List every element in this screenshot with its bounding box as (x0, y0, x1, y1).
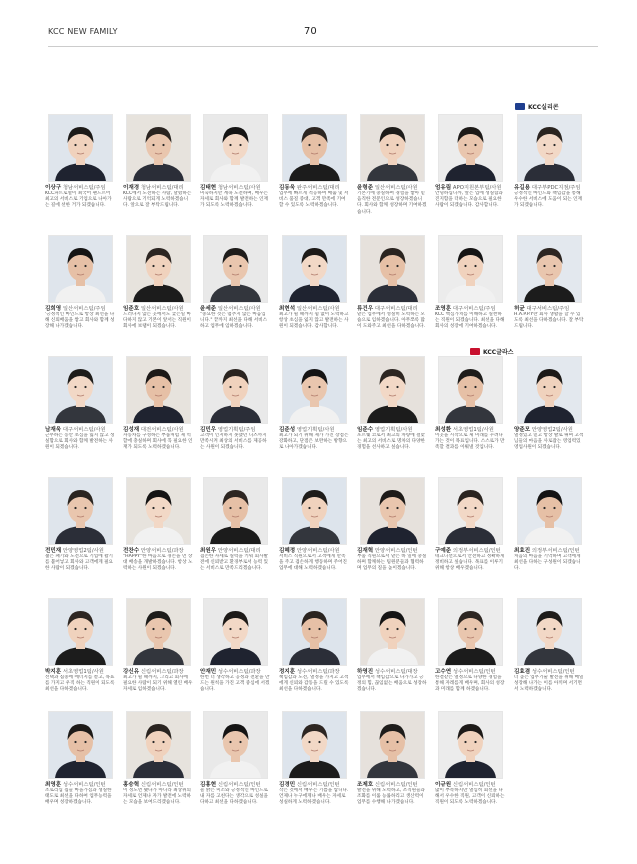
staff-name-line (279, 183, 355, 191)
person-portrait-icon (203, 356, 268, 424)
staff-message: 최고가 될 때까지 쉼 없이 노력하고 항상 초심을 잃지 않고 발전하는 사원이 되겠습니다. 감사합니다. (279, 312, 349, 330)
staff-department: 안양영업2팀/사원 (531, 427, 573, 433)
staff-name: 고수연 (435, 669, 452, 675)
staff-card (357, 598, 427, 706)
staff-card (357, 235, 427, 343)
staff-message: KCC 핵심가치를 이해하고 실천하는 직원이 되겠습니다. 최선을 다해 회사의 성장에 기여하겠습니다. (435, 312, 505, 330)
staff-name-line (357, 304, 433, 312)
staff-name-line (357, 780, 433, 788)
staff-department: 안양영업2팀/사원 (62, 548, 104, 554)
staff-name: 하영진 (357, 669, 374, 675)
staff-card (279, 598, 349, 706)
staff-name: 조제호 (357, 782, 374, 788)
staff-department: 성수서비스팀/과장 (296, 669, 340, 675)
series-title: KCC NEW FAMILY (48, 27, 118, 36)
person-portrait-icon (360, 477, 425, 545)
staff-name: 강신유 (123, 669, 140, 675)
staff-message: '긍정적인 마인드로 항상 최선을 다해 신뢰배움을 쌓고 회사와 함께 성장해 나가겠습니다. (45, 312, 115, 330)
staff-message: 늘 밝은 미소와 긍정적인 마인드로 내 자를 고친다는 생각으로 성실을 다하고 최선을 다하겠습니다. (200, 788, 268, 806)
staff-name-line (45, 546, 121, 554)
staff-message: 젊은 패기와 도전으로 기업에 활기를 불어넣고 회사와 고객에게 필요한 사람이 되겠습니다. (45, 554, 113, 572)
person-portrait-icon (517, 598, 582, 666)
staff-name-line (200, 425, 276, 433)
staff-message: 선택과 집중에 에너지를 쏟고, 목표를 가지고 우직 하는 직원이 되도록 최선을 다하겠습니다. (45, 675, 115, 693)
staff-name: 전민재 (45, 548, 62, 554)
person-portrait-icon (282, 598, 347, 666)
staff-name-line (45, 304, 121, 312)
staff-department: 신림서비스팀/인턴 (140, 782, 184, 788)
logo-mark-icon (470, 348, 480, 355)
staff-department: 안양서비스팀/인턴 (374, 548, 418, 554)
staff-message: 고객이 인지하지 못했던 니즈까지 만족시켜 최상의 서비스를 제공하는 사원이 되겠습니다. (200, 433, 267, 451)
staff-department: 안양서비스팀/대리 (217, 548, 261, 554)
staff-name: 남재욱 (45, 427, 62, 433)
person-portrait-icon (48, 235, 113, 303)
person-portrait-icon (203, 114, 268, 182)
staff-department: 안양서비스팀/과장 (140, 548, 184, 554)
staff-department: 의정부서비스팀/인턴 (531, 548, 580, 554)
staff-card (200, 235, 270, 343)
staff-name: 김홍현 (200, 782, 217, 788)
staff-department: 일산서비스팀/사원 (374, 185, 418, 191)
staff-department: 성수서비스팀/인턴 (452, 669, 496, 675)
staff-message: H.A.P.P.Y란 회사 생활을 할 수 있도록 최선을 다하겠습니다. 잘 부탁드립니다. (514, 312, 584, 330)
person-portrait-icon (360, 114, 425, 182)
person-portrait-icon (360, 598, 425, 666)
badge-kcc-glass (470, 347, 514, 356)
staff-name-line (200, 183, 276, 191)
staff-name-line (200, 546, 276, 554)
staff-department: 일산서비스팀/주임 (62, 306, 106, 312)
staff-department: 대구서비스팀/주임 (526, 306, 570, 312)
staff-name-line (514, 425, 590, 433)
staff-card (200, 598, 270, 706)
staff-message: 업무에 빠르게 적응하여 매출 및 서비스 품질 증대, 고객 만족에 기여할 수 있도록 노력하겠습니다. (279, 191, 349, 209)
staff-message: KCC에서 도전하는 사람, 달렸하는 사람으로 기억되게 노력하겠습니다. 앞으로 잘 부탁드립니다. (123, 191, 192, 209)
staff-department: 서초영업1팀/사원 (62, 669, 104, 675)
staff-name-line (200, 780, 276, 788)
staff-name: 김혜정 (279, 548, 296, 554)
staff-card (435, 356, 505, 464)
staff-name: 임준수 (357, 427, 374, 433)
staff-name: 김민우 (200, 427, 217, 433)
staff-name: 최효진 (514, 548, 531, 554)
staff-card (123, 711, 193, 819)
staff-card (514, 235, 584, 343)
person-portrait-icon (517, 235, 582, 303)
staff-name-line (45, 425, 121, 433)
staff-message: 이 정도면 됐다가 아니라 최상위의 자세로 언제나 자가 발전에 노력하는 모습을 보여드리겠습니다. (123, 788, 191, 806)
staff-department: 신림서비스팀/인턴 (296, 782, 340, 788)
staff-department: 성수서비스팀/인턴 (62, 782, 106, 788)
person-portrait-icon (203, 477, 268, 545)
staff-name-line (45, 780, 121, 788)
person-portrait-icon (360, 711, 425, 779)
staff-department: 영업기획팀/주임 (217, 427, 256, 433)
staff-message: 한번 더 생각하고 공정과 전환을 만드는 원칙을 가진 고객 중심에 서겠습니다. (200, 675, 270, 693)
person-portrait-icon (203, 598, 268, 666)
person-portrait-icon (517, 114, 582, 182)
staff-department: 일산서비스팀/사원 (217, 306, 261, 312)
staff-name-line (357, 546, 433, 554)
person-portrait-icon (438, 356, 503, 424)
person-portrait-icon (126, 356, 191, 424)
staff-name: 김희영 (45, 306, 62, 312)
staff-name: 허균 (514, 306, 525, 312)
staff-name: 엄유림 (435, 185, 452, 191)
staff-card (123, 114, 193, 222)
staff-name-line (123, 425, 199, 433)
staff-department: 대전서비스팀/사원 (140, 427, 184, 433)
person-portrait-icon (126, 598, 191, 666)
staff-message: 기본기에 충실하여 경험을 쌓아 믿음직한 전문인으로 성장하겠습니다. 회사와 함께 성장하며 기여하겠습니다. (357, 191, 427, 215)
person-portrait-icon (48, 477, 113, 545)
staff-name: 최원우 (200, 548, 217, 554)
staff-message: 드러나지 않는 곳에서도 궂은일 마다하지 않고 기본이 앞서는 직원이 회사에 보탬이 되겠습니다. (123, 312, 191, 330)
person-portrait-icon (517, 477, 582, 545)
staff-message: 겸손한 자세로 실력을 키워 회사발전에 신뢰받고 환경부로서 능력 있는 서비스로 만족드리겠습니다. (200, 554, 268, 572)
staff-department: 대구서비스팀/주임 (452, 306, 496, 312)
staff-card (514, 356, 584, 464)
staff-message: 처음의 마음을 기억하며 고객에게 최선을 다하는 구성원이 되겠습니다. (514, 554, 581, 572)
staff-name: 윤형준 (357, 185, 374, 191)
person-portrait-icon (282, 711, 347, 779)
person-portrait-icon (48, 598, 113, 666)
staff-card (279, 356, 349, 464)
staff-message: 작은 것에서 배우는 기쁨을 압니다. 언제나 누구에게나 배우는 자세로 성실하게 노력하겠습니다. (279, 788, 349, 806)
staff-name: 김성재 (123, 427, 140, 433)
staff-message: 조로리십 집들 마을가짐과 성실한 태도로 최선을 다하여 업무능력을 배우며 성장하겠습니다. (45, 788, 112, 806)
person-portrait-icon (126, 235, 191, 303)
staff-message: 안녕하십니까, 앞은 업에 성실함과 진지함을 더하는 모습으로 필요한 사람이 되겠습니다. 감사합니다. (435, 191, 503, 209)
staff-name-line (279, 667, 355, 675)
staff-department: 신림서비스팀/인턴 (452, 782, 496, 788)
staff-message: 열정있고 믿고 항상 발로 뛰며 고객님들의 마음을 사로잡는 영업력있 영업사원이 되겠습니다. (514, 433, 584, 451)
staff-message: 발전을 위해 노력하고, 조직원들과 조화를 이룰 능률하리고 생산력이 업무를 수행해 나가겠습니다. (357, 788, 425, 806)
staff-card (357, 711, 427, 819)
staff-card (435, 598, 505, 706)
person-portrait-icon (360, 235, 425, 303)
staff-name: 류건우 (357, 306, 374, 312)
staff-department: 대구서비스팀/사원 (62, 427, 106, 433)
staff-department: 신림서비스팀/인턴 (374, 782, 418, 788)
staff-card (279, 711, 349, 819)
staff-message: 최고가 될 때까지, 그리고 회사에 필요한 사람이 되기 위해 열린 배우 자세로 임하겠습니다. (123, 675, 193, 693)
badge-label: KCC글라스 (483, 349, 514, 356)
staff-department: 대구서비스팀/대리 (374, 306, 418, 312)
staff-card (279, 477, 349, 585)
staff-name: 김경민 (279, 782, 296, 788)
staff-message: 최고가 되기 위해 제가 가진 장점은 강화하고, 단점은 보완하는 방향으로 나아가겠습니다. (279, 433, 349, 451)
header-divider (48, 46, 598, 47)
staff-name: 양준모 (514, 427, 531, 433)
staff-message: 한결같은 열정으로 다양한 경험을 통해 자레를게 배우며, 회사의 성장과 미래를 함께 하겠습니다. (435, 675, 505, 693)
staff-name: 조영훈 (435, 306, 452, 312)
staff-message: 더 높은 업무기술 발전을 위해 매일 성장해 나가는 이를 아끼며 서기면서 노력하겠습니다. (514, 675, 584, 693)
staff-name-line (435, 425, 511, 433)
person-portrait-icon (438, 235, 503, 303)
staff-name-line (123, 780, 199, 788)
staff-name-line (279, 304, 355, 312)
person-portrait-icon (438, 711, 503, 779)
staff-name-line (200, 304, 276, 312)
staff-card (279, 235, 349, 343)
staff-name-line (279, 425, 355, 433)
staff-name-line (45, 667, 121, 675)
staff-message: "HAPPY"한 마음으로 경손을 먼 상대 배송을 개발하겠습니다. 항상 노력하는 사원이 되겠습니다. (123, 554, 193, 572)
person-portrait-icon (126, 114, 191, 182)
staff-card (435, 711, 505, 819)
staff-card (45, 711, 115, 819)
staff-name: 구예준 (435, 548, 452, 554)
staff-name-line (279, 546, 355, 554)
staff-name: 김재혁 (357, 548, 374, 554)
staff-name-line (514, 304, 590, 312)
staff-name: 김동욱 (279, 185, 296, 191)
staff-name: 홍승혁 (123, 782, 140, 788)
staff-department: 서초영업1팀/사원 (452, 427, 494, 433)
badge-label: KCC실리콘 (528, 104, 559, 111)
person-portrait-icon (48, 356, 113, 424)
badge-kcc-silicone (515, 102, 559, 111)
person-portrait-icon (517, 356, 582, 424)
staff-message: 긍정적인 마인드와 책임감을 통해 우수한 서비스에 도움이 되는 인재가 되겠습니다. (514, 191, 582, 209)
staff-department: 의정부서비스팀/인턴 (452, 548, 501, 554)
staff-message: 미숙하지만 계속 도전하며, 배우는 자세로 회사와 함께 발전하는 인재가 되도록 노력하겠습니다. (200, 191, 268, 209)
staff-card (514, 114, 584, 222)
staff-department: 안양서비스팀/사원 (296, 548, 340, 554)
staff-card (357, 356, 427, 464)
person-portrait-icon (438, 114, 503, 182)
staff-department: 성수서비스팀/대장 (374, 669, 418, 675)
staff-department: 성수서비스팀/인턴 (531, 669, 575, 675)
staff-name: 안재민 (200, 669, 217, 675)
staff-name: 임준호 (123, 306, 140, 312)
staff-name: 최현석 (279, 306, 296, 312)
staff-card (435, 114, 505, 222)
staff-card (123, 598, 193, 706)
staff-message: 근무하는 동안 초심을 잃지 않고 성실함으로 회사와 함께 발전하는 사원이 되겠습니다. (45, 433, 115, 451)
staff-department: 신림서비스팀/인턴 (217, 782, 261, 788)
staff-name-line (514, 183, 590, 191)
staff-name: 김효겸 (514, 669, 531, 675)
staff-name: 박지훈 (45, 669, 62, 675)
staff-card (357, 477, 427, 585)
staff-department: 일산서비스팀/사원 (140, 306, 184, 312)
staff-message: 이곳을 시작으로 제 미래를 꾸려나가는 것이 목표입니다. 스스로가 만족할 결과를 이뤄낼 것입니다. (435, 433, 505, 451)
staff-card (200, 114, 270, 222)
person-portrait-icon (438, 598, 503, 666)
staff-card (45, 356, 115, 464)
staff-name: 윤세준 (200, 306, 217, 312)
staff-card (123, 235, 193, 343)
staff-name-line (435, 667, 511, 675)
staff-card (514, 598, 584, 706)
person-portrait-icon (48, 711, 113, 779)
staff-message: 포르쉐 코로서 최고의 차량에 걸맞는 최고의 서비스로 명차의 다양한 경험을 선사하고 싶습니다. (357, 433, 425, 451)
staff-department: APO지원본부팀/사원 (452, 185, 502, 191)
staff-card (435, 477, 505, 585)
staff-card (123, 477, 193, 585)
staff-card (200, 477, 270, 585)
staff-name: 유길용 (514, 185, 531, 191)
staff-message: "중요한 것은 멈추지 않는 마음입니다." 끝까지 최선을 다해 서비스하고 업무에 임하겠습니다. (200, 312, 268, 330)
staff-card (45, 235, 115, 343)
staff-card (45, 598, 115, 706)
staff-department: 청남서비스팀/대리 (140, 185, 184, 191)
staff-department: 영업기획팀/사원 (296, 427, 335, 433)
staff-name-line (123, 304, 199, 312)
staff-name: 전찬수 (123, 548, 140, 554)
staff-message: 테크니션으로서 안전하고 정확하게 정비하고 싶습니다. 목표를 이루기 위해 항상 배우겠습니다. (435, 554, 505, 572)
staff-department: 영업기획팀/사원 (374, 427, 413, 433)
staff-name-line (435, 546, 511, 554)
staff-name-line (200, 667, 276, 675)
staff-message: 업무에서 책임감으로 다가가고 긍정의 힘, 끊임없는 배움으로 성장하겠습니다. (357, 675, 427, 693)
staff-card (200, 711, 270, 819)
staff-name-line (279, 780, 355, 788)
person-portrait-icon (203, 711, 268, 779)
staff-department: 청남서비스팀/사원 (217, 185, 261, 191)
staff-card (200, 356, 270, 464)
staff-name-line (123, 183, 199, 191)
staff-message: 부품 직원으로서 맡은 바 일에 충실하며 함께하는 팀원분들과 협력하며 업무의 질을 높이겠습니다. (357, 554, 427, 572)
staff-name-line (123, 546, 199, 554)
staff-department: 청남서비스팀/주임 (62, 185, 106, 191)
staff-name: 이규원 (435, 782, 452, 788)
staff-department: 신림서비스팀/과장 (140, 669, 184, 675)
staff-name: 김태현 (200, 185, 217, 191)
staff-name: 최성환 (435, 427, 452, 433)
staff-card (123, 356, 193, 464)
staff-name-line (514, 667, 590, 675)
staff-message: 서비스 직원으로서 고객에게 만족을 주고 겸손하게 행동하며 주어진 업무에 대해 노력하겠습니다. (279, 554, 347, 572)
person-portrait-icon (360, 356, 425, 424)
staff-name-line (357, 183, 433, 191)
staff-name: 이재경 (123, 185, 140, 191)
staff-name-line (123, 667, 199, 675)
person-portrait-icon (282, 356, 347, 424)
staff-name-line (435, 304, 511, 312)
staff-name: 최영훈 (45, 782, 62, 788)
staff-card (45, 114, 115, 222)
staff-name: 이상구 (45, 185, 62, 191)
staff-department: 성수서비스팀/과장 (217, 669, 261, 675)
staff-card (45, 477, 115, 585)
staff-name: 정지훈 (279, 669, 296, 675)
logo-mark-icon (515, 103, 525, 110)
staff-message: 책임감과 도전, 열정을 가지고 고객에게 신뢰와 감동을 드릴 수 있도록 최선을 다하겠습니다. (279, 675, 349, 693)
staff-card (357, 114, 427, 222)
staff-name: 김준성 (279, 427, 296, 433)
person-portrait-icon (438, 477, 503, 545)
person-portrait-icon (282, 477, 347, 545)
staff-message: 맡은 업무에서 성실히 노력하는 모습으로 임하겠습니다. 아무쪼록 많이 도와주고 최선을 다하겠습니다. (357, 312, 425, 330)
person-portrait-icon (126, 477, 191, 545)
staff-name-line (435, 183, 511, 191)
staff-name-line (357, 425, 433, 433)
staff-department: 대구부PDC지점/주임 (531, 185, 581, 191)
staff-department: 완주서비스팀/대리 (296, 185, 340, 191)
staff-card (279, 114, 349, 222)
person-portrait-icon (282, 114, 347, 182)
staff-message: 자동차를 구성하는 부품처럼 제 역할에 충실하며 회사에 꼭 필요한 인재가 되도록 노력하겠습니다. (123, 433, 193, 451)
staff-card (514, 477, 584, 585)
staff-message: KCC파트로열이 최국어 팬드르어 최고의 서비스로 기업으로 나아가는 길에 선한 거가 되겠습니다. (45, 191, 112, 209)
staff-card (435, 235, 505, 343)
staff-name-line (435, 780, 511, 788)
page-number: 70 (304, 26, 317, 37)
staff-name-line (514, 546, 590, 554)
person-portrait-icon (48, 114, 113, 182)
person-portrait-icon (203, 235, 268, 303)
staff-message: 많이 부족하지만 열심히 회선을 다해서 우수한 직원, 고객이 신뢰하는 직원이 되도록 노력하겠습니다. (435, 788, 505, 806)
staff-name-line (357, 667, 433, 675)
staff-department: 일산서비스팀/사원 (296, 306, 340, 312)
person-portrait-icon (126, 711, 191, 779)
page-header (48, 24, 598, 42)
staff-name-line (45, 183, 121, 191)
person-portrait-icon (282, 235, 347, 303)
